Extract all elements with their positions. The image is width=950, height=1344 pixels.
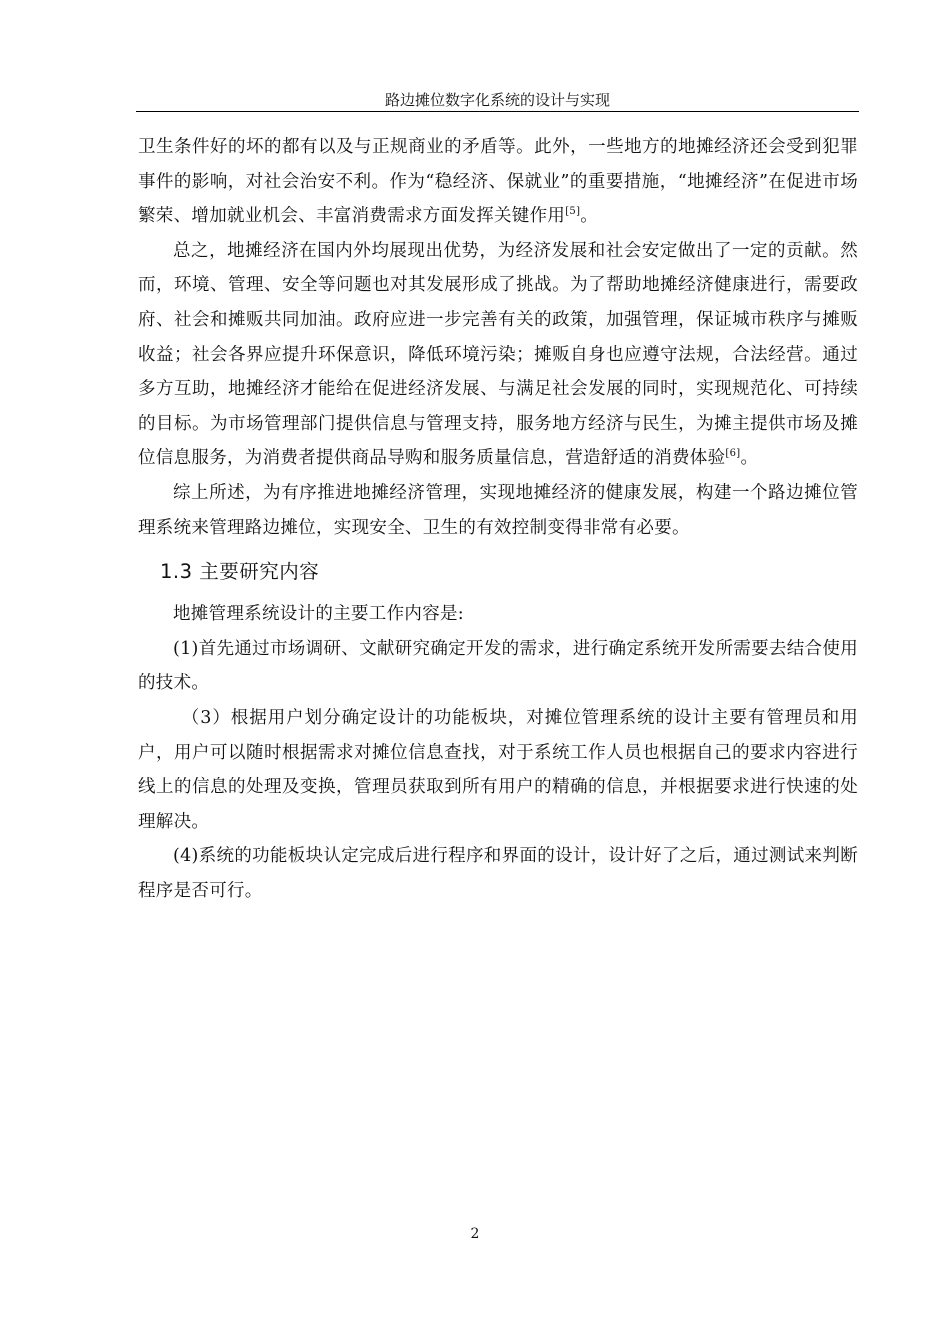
paragraph-1-tail: 。 [580, 206, 599, 227]
running-header-title: 路边摊位数字化系统的设计与实现 [384, 91, 610, 109]
paragraph-2-text: 总之，地摊经济在国内外均展现出优势，为经济发展和社会安定做出了一定的贡献。然而，环境、管理、安全等问题也对其发展形成了挑战。为了帮助地摊经济健康进行，需要政府、社会和摊贩共同加油。政府应进一步完善有关的政策，加强管理，保证城市秩序与摊贩收益；社会各界应提升环保意识，降低环境污染；摊贩自身也应遵守法规，合法经营。通过多方互助，地摊经济才能给在促进经济发展、与满足社会发展的同时，实现规范化、可持续的目标。为市场管理部门提供信息与管理支持，服务地方经济与民生，为摊主提供市场及摊位信息服务，为消费者提供商品导购和服务质量信息，营造舒适的消费体验 [138, 240, 858, 469]
citation-5: [5] [565, 206, 581, 218]
paragraph-3: 综上所述，为有序推进地摊经济管理，实现地摊经济的健康发展，构建一个路边摊位管理系统来管理路边摊位，实现安全、卫生的有效控制变得非常有必要。 [138, 482, 858, 538]
citation-6: [6] [725, 448, 741, 460]
page-number: 2 [470, 1226, 480, 1242]
content-item-1: (1)首先通过市场调研、文献研究确定开发的需求，进行确定系统开发所需要去结合使用的技术。 [138, 638, 858, 694]
section-heading: 1.3 主要研究内容 [160, 560, 320, 584]
content-intro: 地摊管理系统设计的主要工作内容是: [173, 604, 464, 625]
paragraph-2-tail: 。 [740, 448, 759, 469]
paragraph-2 [138, 234, 858, 476]
content-item-4: (4)系统的功能板块认定完成后进行程序和界面的设计，设计好了之后，通过测试来判断程序是否可行。 [138, 846, 858, 901]
document-body [138, 130, 858, 908]
header-divider [136, 111, 859, 112]
content-item-3: （3）根据用户划分确定设计的功能板块，对摊位管理系统的设计主要有管理员和用户，用户可以随时根据需求对摊位信息查找，对于系统工作人员也根据自己的要求内容进行线上的信息的处理及变换，管理员获取到所有用户的精确的信息，并根据要求进行快速的处理解决。 [138, 707, 858, 832]
paragraph-1-text: 卫生条件好的坏的都有以及与正规商业的矛盾等。此外，一些地方的地摊经济还会受到犯罪事件的影响，对社会治安不利。作为“稳经济、保就业”的重要措施，“地摊经济”在促进市场繁荣、增加就业机会、丰富消费需求方面发挥关键作用 [138, 137, 858, 227]
paragraph-1 [138, 130, 858, 234]
